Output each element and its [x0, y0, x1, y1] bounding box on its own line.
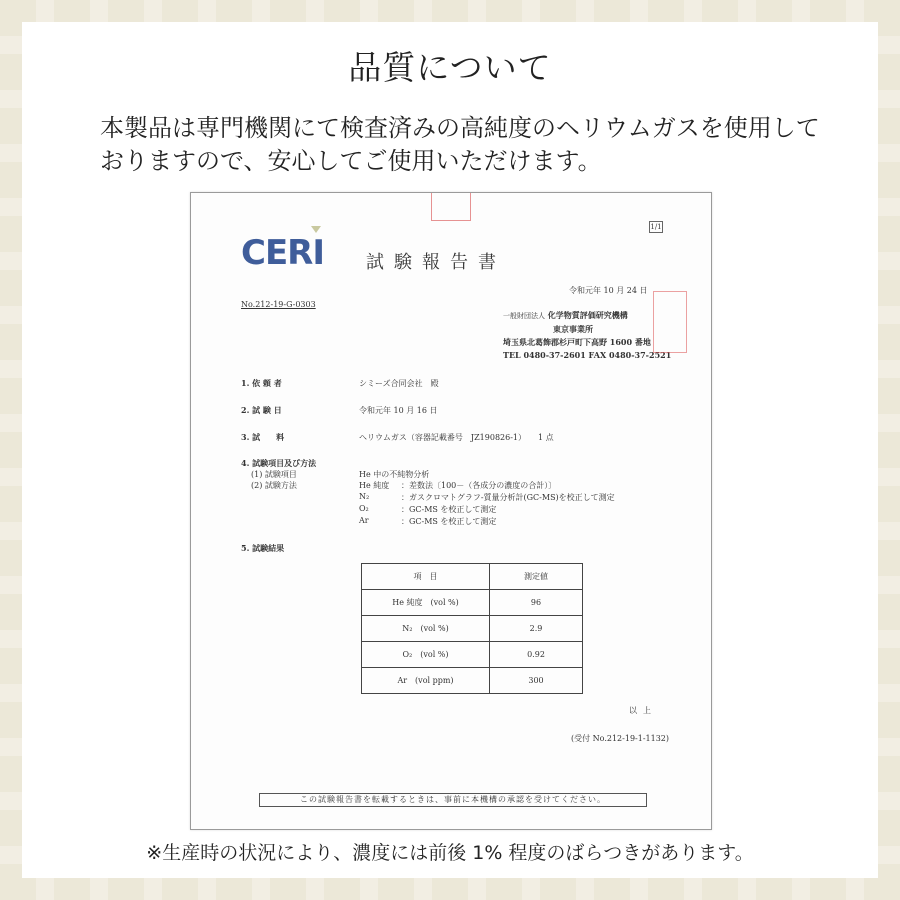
closing-mark: 以上: [629, 706, 657, 715]
method-key: Ar: [359, 516, 369, 525]
method-desc: ：GC-MS を校正して測定: [401, 505, 497, 514]
method-label: (2) 試験方法: [251, 481, 297, 490]
intro-line-1: 本製品は専門機関にて検査済みの高純度のヘリウムガスを使用して: [100, 114, 820, 142]
logo-mark-icon: [311, 226, 321, 233]
item-name: Ar: [397, 676, 408, 685]
received-number: (受付 No.212-19-1-1132): [571, 734, 670, 743]
result-value: 2.9: [490, 616, 583, 642]
address: 埼玉県北葛飾郡杉戸町下高野 1600 番地: [503, 337, 651, 347]
intro-text: [100, 112, 840, 178]
table-row: [362, 616, 583, 642]
report-number: No.212-19-G-0303: [241, 300, 316, 309]
field-label: 3. 試 料: [241, 432, 285, 442]
method-desc: ：差数法〔100－（各成分の濃度の合計）〕: [401, 481, 557, 490]
footer-notice: この試験報告書を転載するときは、事前に本機構の承認を受けてください。: [259, 793, 647, 807]
section4-label: 4. 試験項目及び方法: [241, 458, 317, 468]
item-name: He 純度: [392, 598, 423, 607]
method-key: N₂: [359, 492, 370, 501]
method-key: He 純度: [359, 481, 390, 490]
result-value: 0.92: [490, 642, 583, 668]
header-value: 測定値: [490, 564, 583, 590]
field-value: シミーズ合同会社 殿: [359, 379, 439, 388]
header-item: 項 目: [362, 564, 490, 590]
method-desc: ：ガスクロマトグラフ-質量分析計(GC-MS)を校正して測定: [401, 493, 615, 502]
item-name: O₂: [402, 650, 413, 659]
office-name: 東京事業所: [553, 324, 593, 334]
ceri-logo: CERI: [241, 233, 325, 273]
page-title: 品質について: [348, 48, 552, 87]
table-row: [362, 590, 583, 616]
item-unit: (vol %): [420, 624, 449, 633]
report-date: 令和元年 10 月 24 日: [569, 286, 648, 295]
page-number: 1/1: [650, 223, 662, 231]
item-value: He 中の不純物分析: [359, 470, 430, 479]
tel-fax: TEL 0480-37-2601 FAX 0480-37-2521: [503, 350, 672, 360]
org-name: 化学物質評価研究機構: [547, 310, 628, 320]
result-item: [362, 642, 490, 668]
item-unit: (vol %): [430, 598, 459, 607]
seal-stamp-top: [431, 193, 471, 221]
item-unit: (vol %): [420, 650, 449, 659]
item-label: (1) 試験項目: [251, 470, 297, 479]
org-prefix: 一般財団法人: [503, 312, 545, 320]
result-item: [362, 668, 490, 694]
result-value: 96: [490, 590, 583, 616]
table-row: [362, 642, 583, 668]
results-table: [361, 563, 583, 694]
item-name: N₂: [402, 624, 413, 633]
test-report-document: [190, 192, 712, 830]
intro-line-2: おりますので、安心してご使用いただけます。: [100, 147, 602, 175]
footnote: ※生産時の状況により、濃度には前後 1% 程度のばらつきがあります。: [146, 842, 754, 864]
official-seal-stamp: [653, 291, 687, 353]
item-unit: (vol ppm): [415, 676, 454, 685]
method-key: O₂: [359, 504, 369, 513]
field-label: 1. 依 頼 者: [241, 378, 282, 388]
report-title: 試験報告書: [366, 252, 506, 273]
field-value: 令和元年 10 月 16 日: [359, 406, 438, 415]
table-header-row: [362, 564, 583, 590]
field-value: ヘリウムガス（容器記載番号 JZ190826-1） 1 点: [359, 433, 554, 442]
field-label: 2. 試 験 日: [241, 405, 282, 415]
result-value: 300: [490, 668, 583, 694]
result-item: [362, 616, 490, 642]
method-desc: ：GC-MS を校正して測定: [401, 517, 497, 526]
section5-label: 5. 試験結果: [241, 543, 285, 553]
table-row: [362, 668, 583, 694]
result-item: [362, 590, 490, 616]
